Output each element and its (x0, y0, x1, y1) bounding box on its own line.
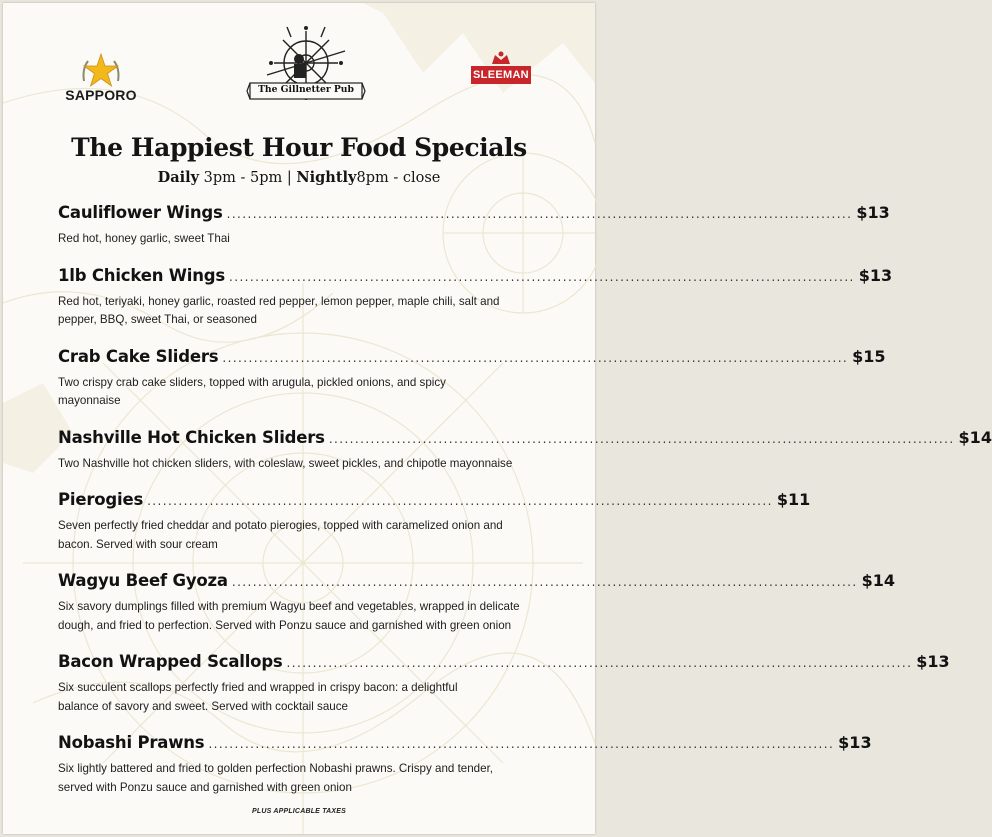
item-description: Six lightly battered and fried to golden perfection Nobashi prawns. Crispy and tender, served with Ponzu sauce and garnished with green onion (58, 762, 494, 794)
nightly-time: 8pm - close (356, 170, 441, 186)
dot-leader: ........................................................................................................................ (208, 737, 835, 751)
menu-card (3, 3, 992, 834)
menu-list (58, 203, 992, 814)
menu-item-nobashi-prawns (58, 733, 872, 797)
item-description: Red hot, teriyaki, honey garlic, roasted red pepper, lemon pepper, maple chili, salt and pepper, BBQ, sweet Thai, or seasoned (58, 294, 500, 326)
item-price: $14 (958, 427, 992, 447)
star-icon (78, 51, 124, 89)
gillnetter-pub-logo (247, 25, 365, 111)
menu-item-crab-cake-sliders (58, 346, 886, 411)
item-name: Wagyu Beef Gyoza (58, 571, 228, 590)
item-price: $11 (776, 490, 811, 509)
item-name: Bacon Wrapped Scallops (58, 652, 283, 671)
item-description: Two Nashville hot chicken sliders, with coleslaw, sweet pickles, and chipotle mayonnaise (58, 456, 513, 470)
menu-item-nashville-hot-chicken-sliders (58, 427, 992, 474)
item-description: Six succulent scallops perfectly fried and wrapped in crispy bacon: a delightful balance of savory and sweet. Served with cocktail sauce (58, 681, 458, 713)
page-title: The Happiest Hour Food Specials (71, 133, 527, 162)
item-name: 1lb Chicken Wings (58, 265, 226, 285)
item-name: Nashville Hot Chicken Sliders (58, 427, 325, 447)
item-description: Red hot, honey garlic, sweet Thai (58, 232, 230, 245)
item-price: $13 (916, 652, 950, 671)
pub-name-banner: The Gillnetter Pub (258, 84, 354, 95)
item-name: Nobashi Prawns (58, 733, 205, 752)
taxes-note: PLUS APPLICABLE TAXES (251, 808, 347, 815)
dot-leader: ........................................................................................................................ (222, 350, 849, 365)
item-price: $14 (861, 571, 895, 590)
sapporo-logo (65, 51, 137, 103)
item-description: Two crispy crab cake sliders, topped with arugula, pickled onions, and spicy mayonnaise (58, 375, 446, 407)
daily-label: Daily (157, 169, 200, 186)
item-price: $13 (856, 203, 890, 222)
item-name: Cauliflower Wings (58, 203, 223, 222)
menu-item-pierogies (58, 490, 811, 554)
nightly-label: Nightly (296, 169, 357, 186)
dot-leader: ........................................................................................................................ (229, 269, 855, 284)
item-description: Seven perfectly fried cheddar and potato pierogies, topped with caramelized onion and bacon. Served with sour cream (58, 519, 503, 551)
item-price: $13 (858, 265, 893, 285)
item-price: $15 (852, 346, 886, 366)
dot-leader: ........................................................................................................................ (286, 656, 913, 670)
dot-leader: ........................................................................................................................ (231, 575, 858, 589)
hours-line (3, 169, 595, 186)
item-name: Pierogies (58, 490, 144, 509)
dot-leader: ........................................................................................................................ (147, 494, 773, 508)
menu-item-cauliflower-wings (58, 203, 890, 249)
menu-item-wagyu-beef-gyoza (58, 571, 895, 635)
sleeman-wordmark: SLEEMAN (471, 66, 531, 84)
dot-leader: ........................................................................................................................ (226, 207, 853, 221)
hours-separator: | (286, 170, 292, 186)
sleeman-logo (469, 51, 533, 84)
item-name: Crab Cake Sliders (58, 346, 219, 366)
sapporo-wordmark: SAPPORO (65, 87, 137, 103)
menu-item-bacon-wrapped-scallops (58, 652, 950, 716)
ship-wheel-emblem-icon (247, 25, 365, 111)
item-price: $13 (838, 733, 872, 752)
crest-icon (490, 51, 512, 65)
menu-item-chicken-wings (58, 265, 893, 330)
item-description: Six savory dumplings filled with premium Wagyu beef and vegetables, wrapped in delicate dough, and fried to perfection. Served with Ponzu sauce and garnished with green onion (58, 600, 520, 632)
daily-time: 3pm - 5pm (203, 170, 283, 186)
dot-leader: ........................................................................................................................ (328, 431, 955, 446)
